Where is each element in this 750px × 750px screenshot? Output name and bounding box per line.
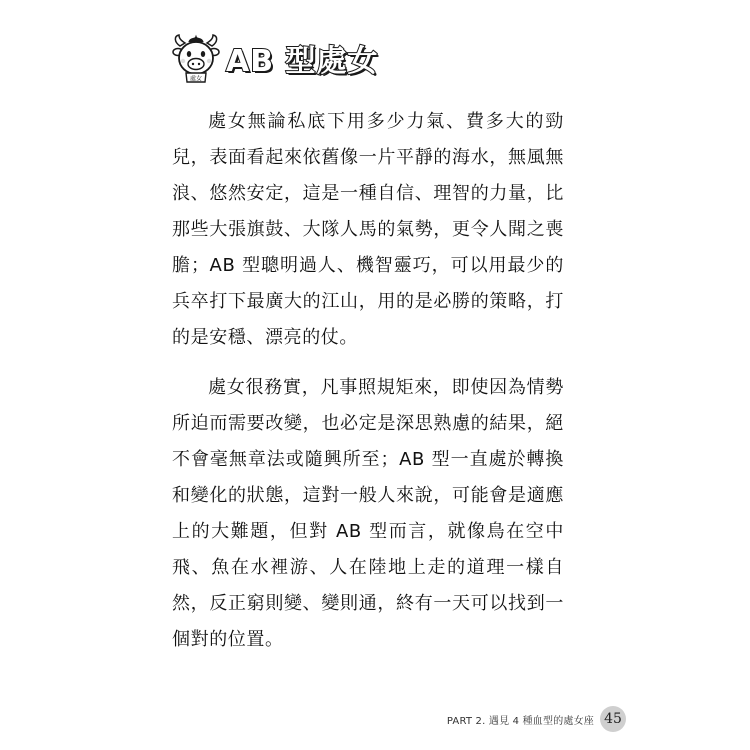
running-head: PART 2. 遇見 4 種血型的處女座 xyxy=(446,715,594,727)
page-footer xyxy=(447,706,626,732)
bull-mascot-icon xyxy=(170,32,222,84)
paragraph-2-container xyxy=(172,370,564,658)
section-title: AB 型處女 xyxy=(226,44,379,79)
mascot-tag-label: 處女 xyxy=(189,75,203,83)
paragraph-1-container xyxy=(172,104,564,356)
section-header xyxy=(170,28,379,88)
body-paragraph: 處女很務實，凡事照規矩來，即使因為情勢所迫而需要改變，也必定是深思熟慮的結果，絕不會毫無章法或隨興所至；AB 型一直處於轉換和變化的狀態，這對一般人來說，可能會是適應上的大難題，但對 AB 型而言，就像鳥在空中飛、魚在水裡游、人在陸地上走的道理一樣自然，反正窮則變、變則通，終有一天可以找到一個對的位置。 xyxy=(172,377,564,650)
page-number: 45 xyxy=(600,706,626,732)
body-paragraph: 處女無論私底下用多少力氣、費多大的勁兒，表面看起來依舊像一片平靜的海水，無風無浪、悠然安定，這是一種自信、理智的力量，比那些大張旗鼓、大隊人馬的氣勢，更令人聞之喪膽；AB 型聰明過人、機智靈巧，可以用最少的兵卒打下最廣大的江山，用的是必勝的策略，打的是安穩、漂亮的仗。 xyxy=(172,111,564,348)
